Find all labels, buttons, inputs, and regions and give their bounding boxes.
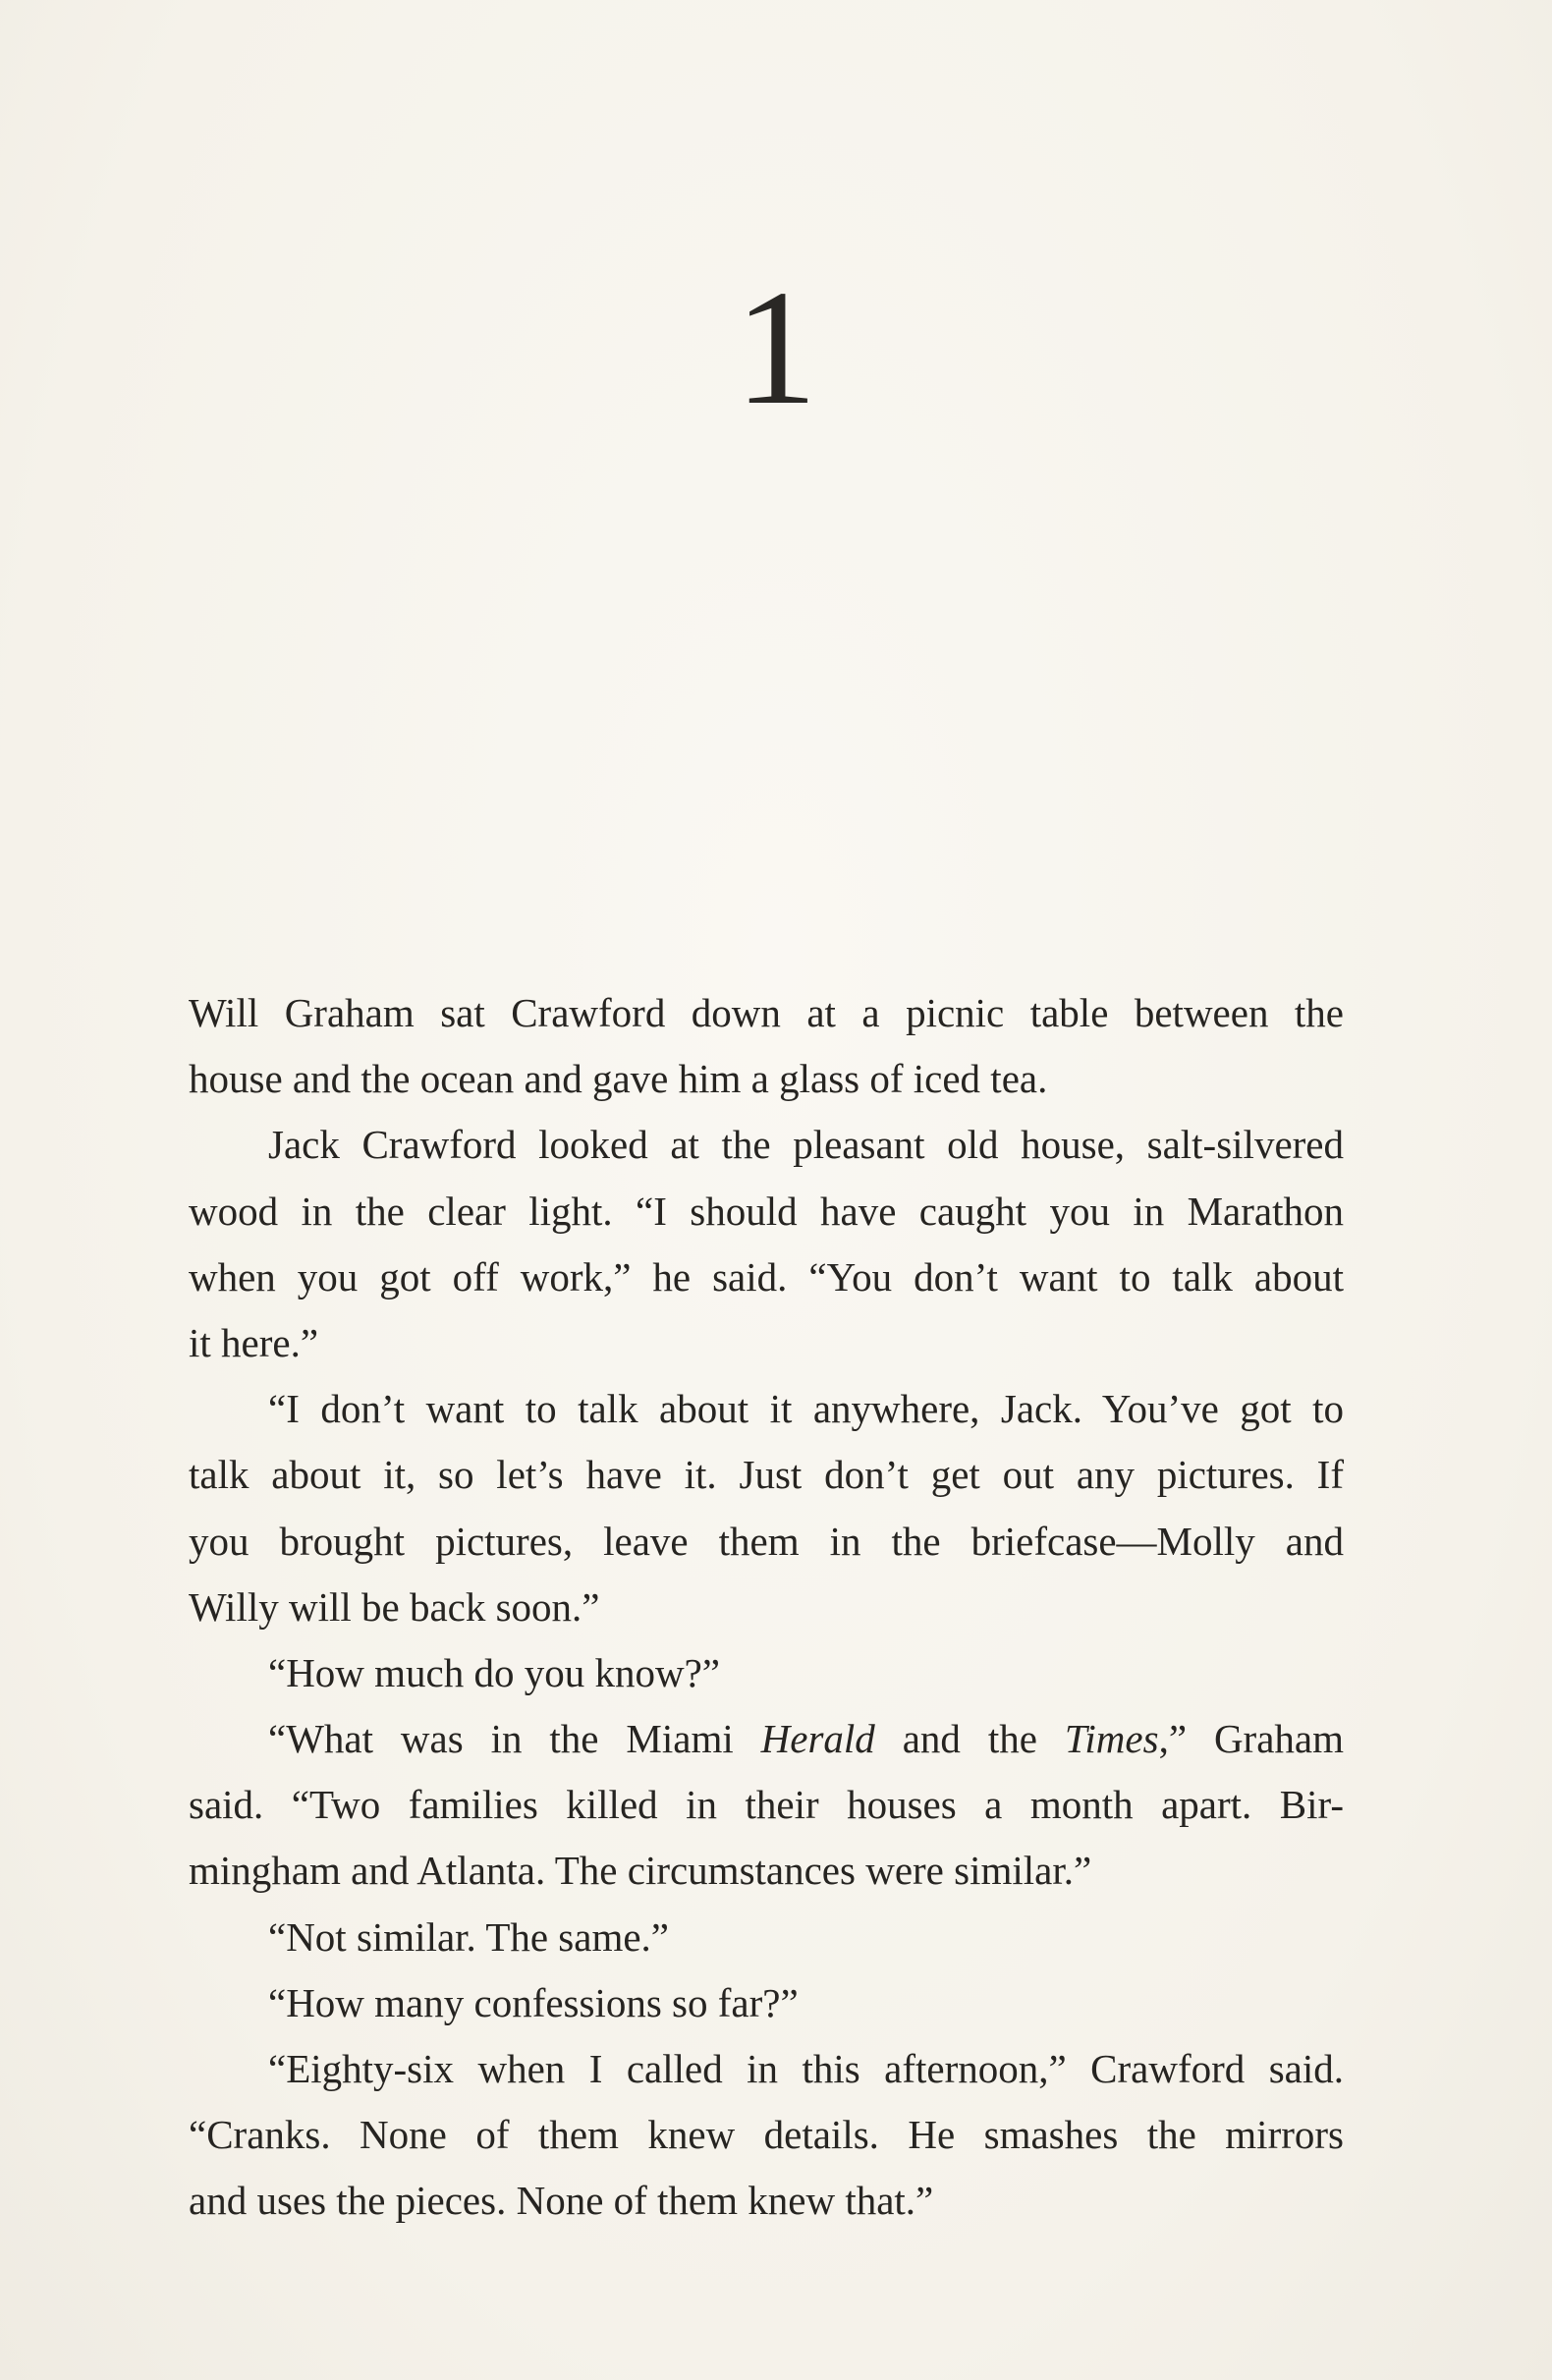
text-line: when you got off work,” he said. “You don’t want to talk about — [189, 1253, 1344, 1300]
text-line: “Not similar. The same.” — [268, 1913, 669, 1960]
text-line: Jack Crawford looked at the pleasant old house, salt-silvered — [268, 1122, 1344, 1168]
text-line: wood in the clear light. “I should have caught you in Marathon — [189, 1188, 1344, 1234]
text-line: talk about it, so let’s have it. Just don’t get out any pictures. If — [189, 1452, 1344, 1498]
text-line: Will Graham sat Crawford down at a picnic table between the — [189, 990, 1344, 1035]
text-line: said. “Two families killed in their houses a month apart. Bir- — [189, 1782, 1344, 1828]
text-line: “I don’t want to talk about it anywhere, Jack. You’ve got to — [268, 1386, 1344, 1432]
chapter-number: 1 — [735, 256, 817, 439]
text-line: Willy will be back soon.” — [189, 1583, 600, 1630]
text-line: “Eighty-six when I called in this afternoon,” Crawford said. — [268, 2046, 1344, 2091]
text-line: house and the ocean and gave him a glass of iced tea. — [189, 1056, 1048, 1102]
text-line: it here.” — [189, 1319, 319, 1365]
text-line: “How much do you know?” — [268, 1649, 721, 1695]
text-run: and the — [874, 1716, 1065, 1762]
text-run: ,” Graham — [1158, 1716, 1344, 1762]
text-run: “What was in the Miami — [268, 1716, 761, 1762]
text-line: and uses the pieces. None of them knew that.” — [189, 2178, 934, 2224]
text-line: mingham and Atlanta. The circumstances were similar.” — [189, 1848, 1092, 1894]
chapter-text — [189, 980, 1344, 2235]
text-line: “Cranks. None of them knew details. He smashes the mirrors — [189, 2112, 1344, 2158]
italic-title: Times — [1064, 1716, 1159, 1762]
text-line: “How many confessions so far?” — [268, 1979, 799, 2025]
text-line: you brought pictures, leave them in the briefcase—Molly and — [189, 1518, 1344, 1564]
italic-title: Herald — [760, 1716, 875, 1762]
text-line — [189, 1706, 1344, 1772]
